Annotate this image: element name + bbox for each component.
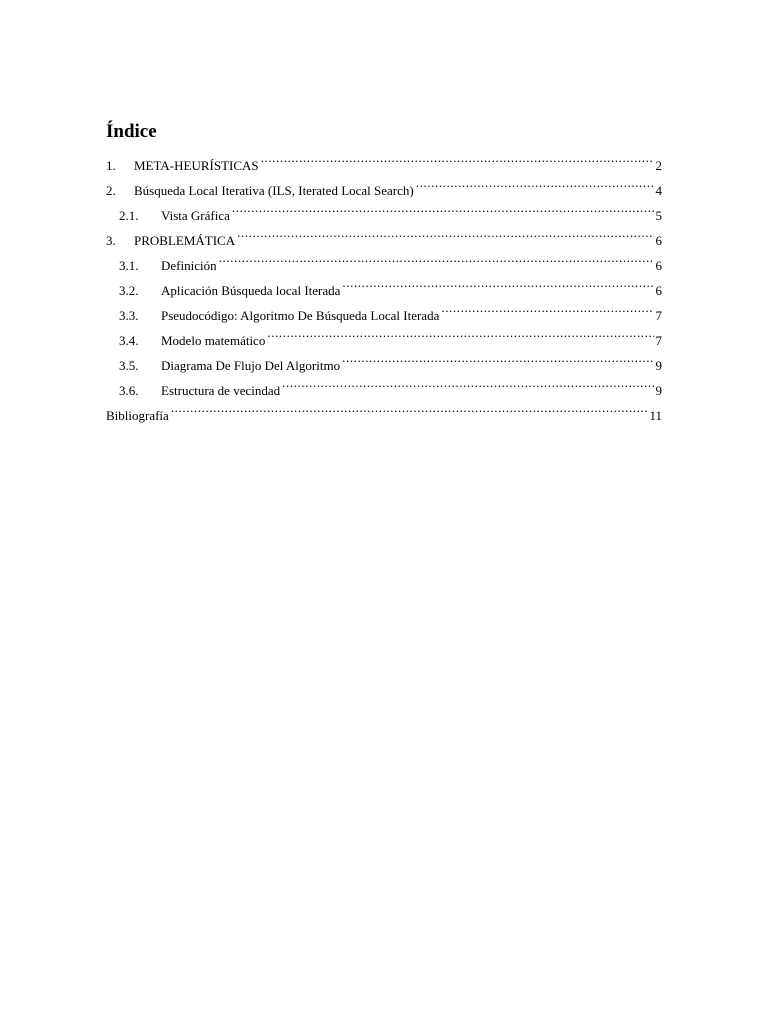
toc-dot-leader xyxy=(219,245,654,270)
toc-dot-leader xyxy=(232,195,654,220)
toc-entry-label: Vista Gráfica xyxy=(161,208,230,223)
toc-dot-leader xyxy=(282,370,653,395)
toc-entry-page: 9 xyxy=(655,358,662,373)
toc-entry-label: Búsqueda Local Iterativa (ILS, Iterated Local Search) xyxy=(134,183,414,198)
toc-entry-busqueda-local-iterativa[interactable] xyxy=(106,170,662,198)
toc-entry-page: 6 xyxy=(655,283,662,298)
toc-entry-number: 3.5. xyxy=(119,358,139,373)
toc-entry-problematica[interactable] xyxy=(106,220,662,248)
toc-entry-label: PROBLEMÁTICA xyxy=(134,233,236,248)
toc-dot-leader xyxy=(261,145,654,170)
toc-entry-number: 3.1. xyxy=(119,258,139,273)
toc-entry-page: 7 xyxy=(655,308,662,323)
toc-entry-number: 3.6. xyxy=(119,383,139,398)
toc-entry-definicion[interactable] xyxy=(106,245,662,273)
toc-entry-estructura-de-vecindad[interactable] xyxy=(106,370,662,398)
toc-dot-leader xyxy=(171,395,648,420)
toc-entry-page: 9 xyxy=(655,383,662,398)
toc-entry-label: Diagrama De Flujo Del Algoritmo xyxy=(161,358,341,373)
toc-entry-page: 4 xyxy=(655,183,662,198)
toc-dot-leader xyxy=(441,295,653,320)
toc-dot-leader xyxy=(237,220,653,245)
toc-entry-meta-heuristicas[interactable] xyxy=(106,145,662,173)
toc-entry-page: 5 xyxy=(655,208,662,223)
toc-entry-page: 6 xyxy=(655,258,662,273)
toc-entry-page: 7 xyxy=(655,333,662,348)
toc-entry-number: 3.2. xyxy=(119,283,139,298)
toc-entry-number: 3.4. xyxy=(119,333,139,348)
toc-entry-number: 1. xyxy=(106,158,116,173)
toc-entry-label: Modelo matemático xyxy=(161,333,266,348)
toc-entry-label: Estructura de vecindad xyxy=(161,383,281,398)
toc-entry-number: 2. xyxy=(106,183,116,198)
toc-entry-number: 3.3. xyxy=(119,308,139,323)
toc-entry-bibliografia[interactable] xyxy=(106,395,662,423)
toc-entry-page: 6 xyxy=(655,233,662,248)
toc-entry-aplicacion[interactable] xyxy=(106,270,662,298)
toc-entry-modelo-matematico[interactable] xyxy=(106,320,662,348)
toc-dot-leader xyxy=(416,170,654,195)
toc-entry-label: META-HEURÍSTICAS xyxy=(134,158,259,173)
toc-entry-number: 3. xyxy=(106,233,116,248)
toc-entry-label: Aplicación Búsqueda local Iterada xyxy=(161,283,341,298)
table-of-contents xyxy=(106,121,662,423)
toc-entry-number: 2.1. xyxy=(119,208,139,223)
toc-entry-diagrama-de-flujo[interactable] xyxy=(106,345,662,373)
toc-dot-leader xyxy=(342,345,653,370)
toc-entry-pseudocodigo[interactable] xyxy=(106,295,662,323)
toc-entry-page: 2 xyxy=(655,158,662,173)
toc-entry-label: Definición xyxy=(161,258,217,273)
toc-entry-label: Pseudocódigo: Algoritmo De Búsqueda Local Iterada xyxy=(161,308,440,323)
toc-entry-label: Bibliografía xyxy=(106,408,169,423)
toc-entry-page: 11 xyxy=(649,408,662,423)
toc-dot-leader xyxy=(342,270,653,295)
toc-dot-leader xyxy=(267,320,653,345)
toc-entry-vista-grafica[interactable] xyxy=(106,195,662,223)
toc-title: Índice xyxy=(106,121,157,142)
